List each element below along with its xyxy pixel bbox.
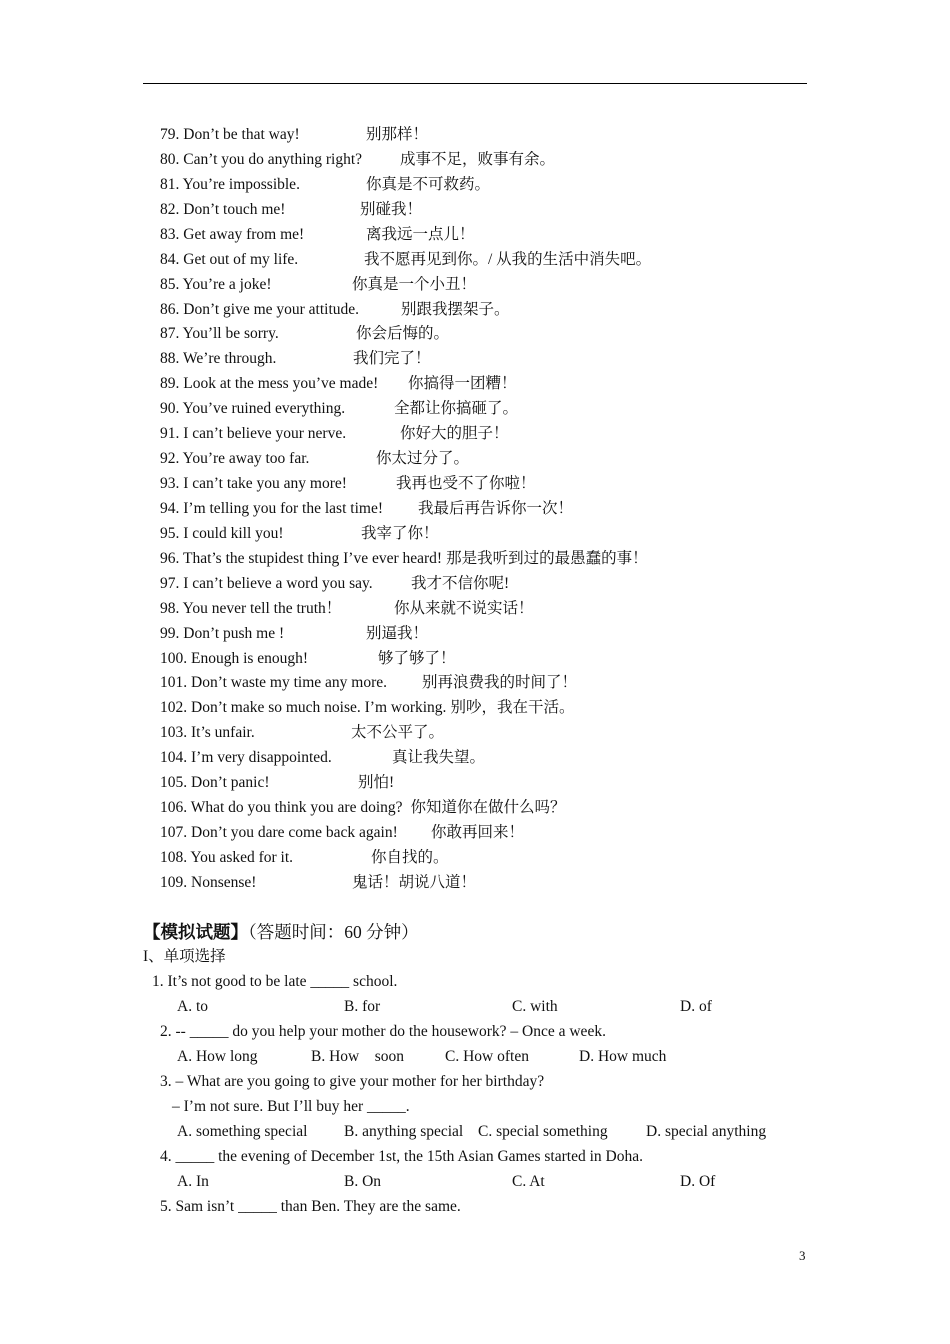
phrase-row (160, 873, 800, 893)
phrase-row (160, 624, 800, 644)
phrase-english: 88. We’re through. (160, 350, 277, 368)
phrase-chinese: 别吵，我在干活。 (450, 699, 575, 717)
phrase-english: 94. I’m telling you for the last time! (160, 499, 383, 517)
phrase-chinese: 鬼话！胡说八道！ (352, 873, 477, 891)
phrase-english: 95. I could kill you! (160, 524, 284, 542)
phrase-chinese: 太不公平了。 (351, 724, 445, 742)
question-4-option-a: A. In (177, 1173, 209, 1190)
phrase-english: 86. Don’t give me your attitude. (160, 300, 360, 318)
section-title (143, 921, 419, 943)
phrase-row (160, 150, 800, 170)
phrase-english: 89. Look at the mess you’ve made! (160, 375, 379, 393)
phrase-chinese: 我再也受不了你啦！ (396, 475, 536, 493)
phrase-english: 93. I can’t take you any more! (160, 475, 347, 493)
phrase-chinese: 你敢再回来！ (431, 824, 525, 842)
phrase-row (160, 275, 800, 295)
phrase-english: 91. I can’t believe your nerve. (160, 425, 347, 443)
question-2-option-b: B. How soon (311, 1048, 405, 1065)
question-2-option-c: C. How often (445, 1048, 529, 1065)
phrase-row (160, 324, 800, 344)
phrase-chinese: 你从来就不说实话！ (394, 599, 534, 617)
phrase-english: 99. Don’t push me ! (160, 624, 285, 642)
phrase-chinese: 你知道你在做什么吗？ (410, 799, 566, 817)
phrase-chinese: 你太过分了。 (376, 450, 470, 468)
phrase-chinese: 别碰我！ (360, 200, 423, 218)
page-number: 3 (799, 1248, 806, 1263)
phrase-row (160, 798, 800, 818)
phrase-row (160, 723, 800, 743)
phrase-chinese: 别怕! (358, 774, 395, 792)
question-3-option-c: C. special something (478, 1123, 608, 1140)
phrase-row (160, 673, 800, 693)
phrase-chinese: 别那样！ (366, 126, 429, 143)
question-3-stem: 3. – What are you going to give your mother for her birthday? (160, 1073, 545, 1090)
phrase-row (160, 823, 800, 843)
phrase-row (160, 499, 800, 519)
question-3-option-b: B. anything special (344, 1123, 464, 1140)
phrase-row (160, 200, 800, 220)
phrase-row (160, 649, 800, 669)
phrase-english: 106. What do you think you are doing? (160, 799, 403, 817)
phrase-row (160, 424, 800, 444)
question-2-option-d: D. How much (579, 1048, 667, 1065)
section-title-bold: 【模拟试题】 (143, 922, 248, 942)
phrase-row (160, 698, 800, 718)
phrase-chinese: 我不愿再见到你。/ 从我的生活中消失吧。 (364, 250, 652, 268)
phrase-chinese: 我们完了！ (353, 350, 431, 368)
question-3-option-d: D. special anything (646, 1123, 767, 1140)
question-2-option-a: A. How long (177, 1048, 258, 1065)
phrase-chinese: 我才不信你呢! (411, 574, 510, 592)
phrase-row (160, 399, 800, 419)
phrase-row (160, 374, 800, 394)
phrase-row (160, 549, 800, 569)
phrase-english: 96. That’s the stupidest thing I’ve ever heard! (160, 549, 443, 567)
phrase-english: 85. You’re a joke! (160, 275, 272, 293)
phrase-english: 84. Get out of my life. (160, 250, 299, 268)
phrase-chinese: 你自找的。 (371, 848, 449, 866)
phrase-row (160, 449, 800, 469)
phrase-english: 87. You’ll be sorry. (160, 325, 279, 343)
phrase-chinese: 那是我听到过的最愚蠢的事！ (446, 549, 648, 567)
phrase-english: 83. Get away from me! (160, 225, 305, 243)
phrase-english: 81. You’re impossible. (160, 175, 300, 193)
phrase-english: 109. Nonsense! (160, 873, 257, 891)
header-rule (143, 83, 807, 84)
phrase-chinese: 全都让你搞砸了。 (394, 400, 519, 418)
question-5-stem: 5. Sam isn’t _____ than Ben. They are the same. (160, 1198, 461, 1215)
question-3-option-a: A. something special (177, 1123, 308, 1140)
phrase-row (160, 349, 800, 369)
question-2-stem: 2. -- _____ do you help your mother do the housework? – Once a week. (160, 1023, 606, 1040)
phrase-english: 107. Don’t you dare come back again! (160, 824, 398, 842)
phrase-chinese: 我宰了你！ (361, 524, 439, 542)
phrase-chinese: 你会后悔的。 (356, 325, 450, 343)
phrase-english: 104. I’m very disappointed. (160, 749, 332, 767)
question-3-stem-answer: – I’m not sure. But I’ll buy her _____. (172, 1098, 410, 1115)
question-4-option-c: C. At (512, 1173, 545, 1190)
phrase-chinese: 我最后再告诉你一次！ (418, 499, 574, 517)
phrase-row (160, 599, 800, 619)
phrase-english: 103. It’s unfair. (160, 724, 255, 742)
phrase-chinese: 你好大的胆子！ (400, 425, 509, 443)
phrase-chinese: 你搞得一团糟！ (408, 375, 517, 393)
question-4-option-b: B. On (344, 1173, 382, 1190)
phrase-row (160, 773, 800, 793)
question-4-stem: 4. _____ the evening of December 1st, the 15th Asian Games started in Doha. (160, 1148, 643, 1165)
phrase-row (160, 748, 800, 768)
phrase-row (160, 125, 800, 145)
phrase-english: 92. You’re away too far. (160, 450, 310, 468)
phrase-english: 90. You’ve ruined everything. (160, 400, 346, 418)
phrase-english: 97. I can’t believe a word you say. (160, 574, 373, 592)
phrase-chinese: 够了够了！ (378, 649, 456, 667)
question-1-stem: 1. It’s not good to be late _____ school. (152, 973, 398, 990)
phrase-english: 82. Don’t touch me! (160, 200, 286, 218)
phrase-chinese: 真让我失望。 (392, 749, 486, 767)
part-heading: I、单项选择 (143, 948, 226, 965)
phrase-english: 105. Don’t panic! (160, 774, 270, 792)
phrase-chinese: 成事不足，败事有余。 (400, 150, 556, 168)
phrase-row (160, 574, 800, 594)
question-1-option-d: D. of (680, 998, 712, 1015)
section-title-time: （答题时间：60 分钟） (248, 922, 419, 942)
phrase-english: 101. Don’t waste my time any more. (160, 674, 388, 692)
question-4-option-d: D. Of (680, 1173, 716, 1190)
question-1-option-b: B. for (344, 998, 381, 1015)
question-1-option-c: C. with (512, 998, 558, 1015)
phrase-chinese: 别跟我摆架子。 (401, 300, 510, 318)
phrase-chinese: 别逼我！ (366, 624, 429, 642)
phrase-row (160, 175, 800, 195)
phrase-row (160, 524, 800, 544)
phrase-english: 98. You never tell the truth！ (160, 599, 342, 617)
phrase-english: 80. Can’t you do anything right? (160, 150, 363, 168)
phrase-row (160, 848, 800, 868)
phrase-chinese: 你真是不可救药。 (366, 175, 491, 193)
phrase-english: 79. Don’t be that way! (160, 126, 300, 143)
phrase-chinese: 离我远一点儿！ (366, 225, 475, 243)
phrase-row (160, 300, 800, 320)
phrase-chinese: 别再浪费我的时间了！ (422, 674, 578, 692)
phrase-english: 108. You asked for it. (160, 848, 294, 866)
phrase-row (160, 474, 800, 494)
question-1-option-a: A. to (177, 998, 208, 1015)
phrase-chinese: 你真是一个小丑！ (352, 275, 477, 293)
phrase-english: 102. Don’t make so much noise. I’m working. (160, 699, 447, 717)
phrase-row (160, 225, 800, 245)
phrase-english: 100. Enough is enough! (160, 649, 309, 667)
phrase-row (160, 250, 800, 270)
